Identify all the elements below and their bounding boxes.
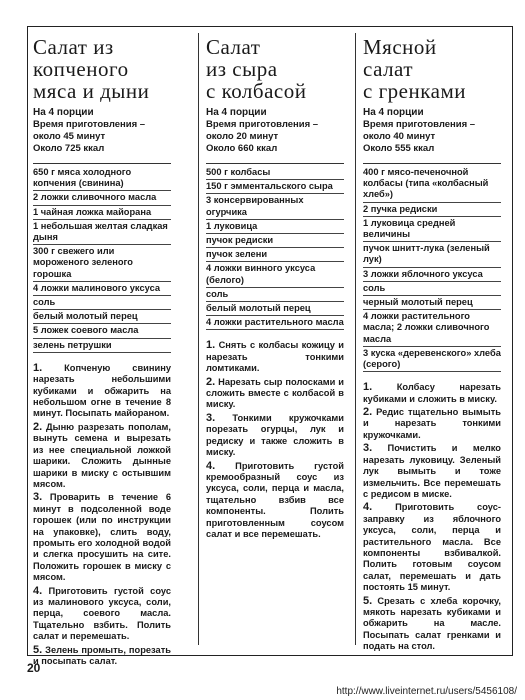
- step-text: Приготовить густой кремообразный соус из уксуса, соли, перца и масла, тщательно взбив все компоненты. Полить приготовленным соусом салат и все перемешать.: [206, 460, 344, 539]
- ingredient-list: [206, 163, 344, 330]
- watermark-url[interactable]: http://www.liveinternet.ru/users/5456108/: [336, 686, 517, 697]
- ingredient-item: 1 чайная ложка майорана: [33, 206, 171, 220]
- step-number: 1.: [363, 381, 373, 394]
- recipe-title-line: мяса и дыни: [33, 79, 150, 103]
- recipe-step: [363, 407, 501, 441]
- step-number: 3.: [363, 442, 373, 455]
- ingredient-item: соль: [363, 282, 501, 296]
- step-text: Срезать с хлеба корочку, мякоть нарезать кубиками и обжарить на масле. Посыпать салат гренками и подать на стол.: [363, 595, 501, 652]
- ingredient-item: 300 г свежего или мороженого зеленого горошка: [33, 245, 171, 282]
- step-text: Колбасу нарезать кубиками и сложить в миску.: [363, 382, 501, 404]
- ingredient-item: 3 консервированных огурчика: [206, 194, 344, 219]
- ingredient-item: 150 г эмментальского сыра: [206, 180, 344, 194]
- portions: На 4 порции: [206, 107, 267, 118]
- column-divider: [198, 33, 199, 645]
- prep-time-line: около 20 минут: [206, 131, 279, 142]
- ingredient-item: 500 г колбасы: [206, 166, 344, 180]
- recipe-step: [33, 422, 171, 490]
- step-text: Зелень промыть, порезать и посыпать салат.: [33, 644, 171, 666]
- step-text: Почистить и мелко нарезать луковицу. Зеленый лук вымыть и тоже измельчить. Все перемешать с редисом в миске.: [363, 443, 501, 499]
- ingredient-item: пучок редиски: [206, 234, 344, 248]
- prep-time-line: Около 555 ккал: [363, 143, 435, 154]
- prep-time-line: Около 660 ккал: [206, 143, 278, 154]
- ingredient-item: 1 луковица средней величины: [363, 217, 501, 242]
- ingredient-item: 1 луковица: [206, 220, 344, 234]
- step-number: 2.: [206, 375, 216, 388]
- recipe-meta: [33, 107, 171, 155]
- ingredient-item: соль: [206, 288, 344, 302]
- step-number: 1.: [206, 339, 216, 352]
- recipe-title-line: из сыра: [206, 57, 278, 81]
- ingredient-item: 3 куска «деревенского» хлеба (серого): [363, 347, 501, 372]
- recipe-column: [200, 28, 350, 700]
- recipe-step: [206, 461, 344, 541]
- ingredient-item: соль: [33, 296, 171, 310]
- recipe-title-line: копченого: [33, 57, 129, 81]
- recipe-step: [363, 502, 501, 593]
- ingredient-item: белый молотый перец: [206, 302, 344, 316]
- recipe-step: [33, 645, 171, 668]
- step-number: 4.: [33, 584, 43, 597]
- ingredient-item: 4 ложки винного уксуса (белого): [206, 262, 344, 287]
- step-number: 5.: [33, 643, 43, 656]
- step-number: 4.: [206, 459, 216, 472]
- step-list: [206, 340, 344, 540]
- step-number: 4.: [363, 501, 373, 514]
- recipe-step: [206, 377, 344, 411]
- column-divider: [355, 33, 356, 645]
- ingredient-item: 4 ложки растительного масла; 2 ложки сливочного масла: [363, 310, 501, 347]
- step-text: Снять с колбасы кожицу и нарезать тонкими ломтиками.: [206, 340, 344, 374]
- recipe-meta: [206, 107, 344, 155]
- recipe-title: [363, 36, 501, 102]
- recipe-column: [357, 28, 507, 700]
- step-list: [33, 363, 171, 668]
- step-number: 5.: [363, 594, 373, 607]
- recipe-column: [27, 28, 177, 700]
- prep-time-line: около 45 минут: [33, 131, 106, 142]
- ingredient-item: белый молотый перец: [33, 310, 171, 324]
- ingredient-item: 2 ложки сливочного масла: [33, 191, 171, 205]
- ingredient-item: 650 г мяса холодного копчения (свинина): [33, 166, 171, 191]
- step-text: Тонкими кружочками порезать огурцы, лук и редиску и также сложить в миску.: [206, 412, 344, 458]
- prep-time-line: Время приготовления –: [363, 119, 476, 130]
- ingredient-item: 5 ложек соевого масла: [33, 324, 171, 338]
- ingredient-item: 400 г мясо-печеночной колбасы (типа «колбасный хлеб»): [363, 166, 501, 203]
- step-text: Приготовить соус-заправку из яблочного уксуса, соли, перца и растительного масла. Все компоненты взбивалкой. Полить готовым соусом салат, перемешать и дать постоять 15 минут.: [363, 502, 501, 593]
- step-text: Копченую свинину нарезать небольшими кубиками и обжарить на небольшом огне в течение 8 минут. Посыпать майораном.: [33, 362, 171, 419]
- ingredient-item: 3 ложки яблочного уксуса: [363, 268, 501, 282]
- recipe-title-line: Салат: [206, 35, 261, 59]
- ingredient-item: черный молотый перец: [363, 296, 501, 310]
- step-number: 3.: [33, 491, 43, 504]
- recipe-title-line: с гренками: [363, 79, 466, 103]
- ingredient-list: [363, 163, 501, 372]
- ingredient-item: пучок шнитт-лука (зеленый лук): [363, 242, 501, 267]
- step-text: Нарезать сыр полосками и сложить вместе с колбасой в миску.: [206, 376, 344, 410]
- recipe-title: [33, 36, 171, 102]
- recipe-step: [206, 413, 344, 459]
- page-number: 20: [27, 661, 41, 675]
- recipe-step: [206, 340, 344, 374]
- recipe-title-line: Салат из: [33, 35, 114, 59]
- step-text: Редис тщательно вымыть и нарезать тонкими кружочками.: [363, 407, 501, 440]
- ingredient-item: 4 ложки малинового уксуса: [33, 282, 171, 296]
- recipe-title-line: с колбасой: [206, 79, 307, 103]
- ingredient-list: [33, 163, 171, 353]
- ingredient-item: пучок зелени: [206, 248, 344, 262]
- ingredient-item: зелень петрушки: [33, 339, 171, 353]
- portions: На 4 порции: [33, 107, 94, 118]
- recipe-step: [363, 382, 501, 405]
- step-text: Дыню разрезать пополам, вынуть семена и вырезать из нее специальной ложкой шарики. Сложить дынные шарики в миску с остывшим мясом.: [33, 421, 171, 489]
- recipe-step: [33, 586, 171, 643]
- step-number: 2.: [363, 406, 373, 419]
- step-number: 2.: [33, 420, 43, 433]
- ingredient-item: 4 ложки растительного масла: [206, 316, 344, 330]
- recipe-title: [206, 36, 344, 102]
- prep-time-line: Время приготовления –: [33, 119, 146, 130]
- prep-time-line: Около 725 ккал: [33, 143, 105, 154]
- portions: На 4 порции: [363, 107, 424, 118]
- ingredient-item: 2 пучка редиски: [363, 203, 501, 217]
- recipe-title-line: Мясной: [363, 35, 437, 59]
- recipe-title-line: салат: [363, 57, 414, 81]
- step-number: 1.: [33, 361, 43, 374]
- step-list: [363, 382, 501, 652]
- recipe-step: [363, 443, 501, 500]
- step-text: Приготовить густой соус из малинового уксуса, соли, перца, соевого масла. Тщательно взбить. Полить салат и перемешать.: [33, 585, 171, 642]
- ingredient-item: 1 небольшая желтая сладкая дыня: [33, 220, 171, 245]
- step-number: 3.: [206, 411, 216, 424]
- recipe-meta: [363, 107, 501, 155]
- step-text: Проварить в течение 6 минут в подсоленной воде горошек (или по инструкции на упаковке), слить воду, промыть его холодной водой и слегка просушить на сите. Положить горошек в миску с мясом.: [33, 492, 171, 583]
- prep-time-line: около 40 минут: [363, 131, 436, 142]
- recipe-step: [363, 596, 501, 653]
- prep-time-line: Время приготовления –: [206, 119, 319, 130]
- recipe-step: [33, 492, 171, 583]
- recipe-step: [33, 363, 171, 420]
